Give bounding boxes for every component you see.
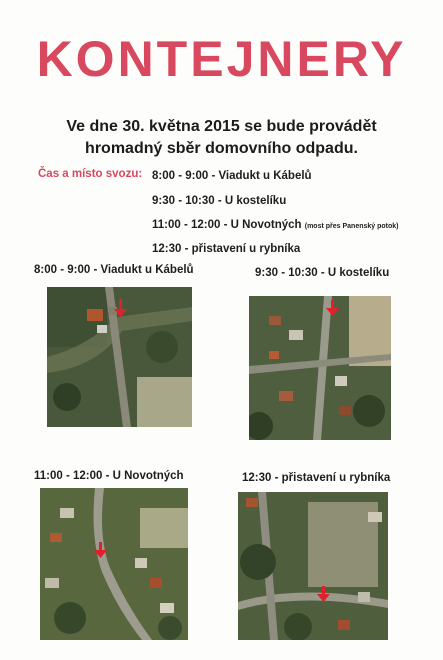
schedule-item — [152, 170, 312, 182]
aerial-map-2 — [249, 296, 391, 440]
schedule-item — [152, 195, 286, 207]
map-caption-3: 11:00 - 12:00 - U Novotných — [34, 470, 184, 482]
schedule-item-text: 12:30 - přistavení u rybníka — [152, 243, 301, 255]
map-caption-2: 9:30 - 10:30 - U kostelíku — [255, 267, 390, 279]
intro-line-2: hromadný sběr domovního odpadu. — [85, 140, 358, 157]
aerial-map-4 — [238, 492, 388, 640]
page-title: KONTEJNERY — [36, 31, 407, 87]
map-caption-4: 12:30 - přistavení u rybníka — [242, 472, 391, 484]
intro-line-1: Ve dne 30. května 2015 se bude provádět — [66, 118, 377, 135]
schedule-item-note: (most přes Panenský potok) — [304, 223, 399, 230]
schedule-item — [152, 243, 300, 255]
schedule-item-text: 11:00 - 12:00 - U Novotných — [152, 219, 305, 231]
aerial-map-1 — [47, 287, 192, 427]
map-caption-1: 8:00 - 9:00 - Viadukt u Kábelů — [34, 264, 194, 276]
schedule-item-text: 8:00 - 9:00 - Viadukt u Kábelů — [152, 170, 312, 182]
aerial-map-3 — [40, 488, 188, 640]
schedule-item — [152, 219, 399, 231]
schedule-label: Čas a místo svozu: — [38, 168, 143, 180]
schedule-item-text: 9:30 - 10:30 - U kostelíku — [152, 195, 287, 207]
